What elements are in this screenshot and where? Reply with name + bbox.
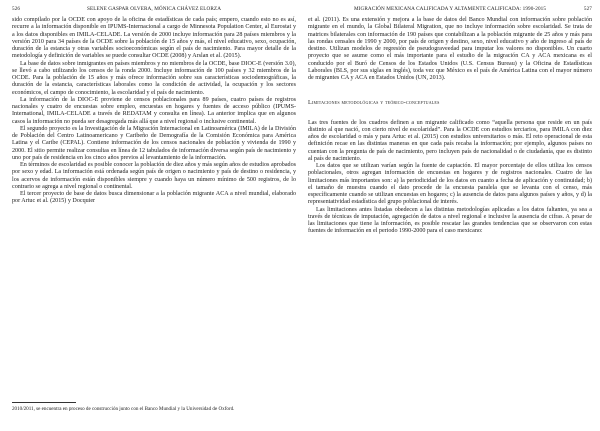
- right-page: [308, 0, 592, 431]
- right-running-head: [308, 6, 592, 14]
- left-running-head: [12, 6, 296, 14]
- paragraph: sido compilado por la OCDE con apoyo de la oficina de estadísticas de cada país; empero, cuando esto no es así, recurre a la información disponible en IPUMS-Internacional a cargo de Minnesota Population Center, al Eurostat y a los datos disponibles en IMILA-CELADE. La versión de 2000 incluye información para 28 países miembros y la versión 2010 para 34 países de la OCDE sobre la población de 15 años y más, el nivel educativo, sexo, ocupación, duración de la estancia y otras variables socioeconómicas según el país de nacimiento. Para mayor detalle de la metodología y definición de variables se puede consultar OCDE (2008) y Arslan et al. (2015).: [12, 17, 296, 60]
- paragraph: En términos de escolaridad es posible conocer la población de diez años y más según años de estudios aprobados por sexo y edad. La información está ordenada según país de origen o nacimiento y país de destino o residencia, y los acervos de información están disponibles siempre y cuando haya un número mínimo de 500 registros, de lo contrario se agrega a nivel regional o continental.: [12, 162, 296, 190]
- footnote: 2010/2011, se encuentra en proceso de construcción junto con el Banco Mundial y la Universidad de Oxford.: [12, 406, 235, 412]
- left-page: [12, 0, 296, 431]
- paragraph: La información de la DIOC-E proviene de censos poblacionales para 89 países, cuatro países de registros nacionales y cuatro de encuestas sobre empleo, encuestas en hogares y fuentes de acceso público (IPUMS-International, IMILA-CELADE a través de REDATAM y consulta en línea). La anterior implica que en algunos casos la información no pueda ser desagregada más allá que a nivel regional o inclusive continental.: [12, 96, 296, 125]
- paragraph: El segundo proyecto es la Investigación de la Migración Internacional en Latinoamérica (IMILA) de la División de Población del Centro Latinoamericano y Caribeño de Demografía de la Comisión Económica para América Latina y el Caribe (CEPAL). Contiene información de los censos nacionales de población y vivienda de 1990 y 2000. El sitio permite realizar consultas en línea de 12 tabulados de información diversa según país de nacimiento y uno por país de residencia en los cinco años previos al levantamiento de la información.: [12, 125, 296, 161]
- right-page-number: 527: [583, 6, 592, 12]
- right-running-title: MIGRACIÓN MEXICANA CALIFICADA Y ALTAMENTE CALIFICADA: 1990-2015: [353, 6, 547, 12]
- paragraph: et al. (2011). Es una extensión y mejora a la base de datos del Banco Mundial con información sobre población migrante en el mundo, la Global Bilateral Migration, que no incluye información sobre escolaridad. Se trata de matrices bilaterales con información de 190 países que contabilizan a la población migrante de 25 años y más para las rondas censales de 1990 y 2000, por país de origen y destino, sexo, nivel educativo y año de ingreso al país de destino. Utilizan modelos de regresión de pseudograveedad para imputar los valores no disponibles. Un cuarto proyecto que se asume como el más importante para el estudio de la migración CA y ACA mexicana es el conducido por el Buró de Censos de los Estados Unidos (U.S. Census Bureau) y la Oficina de Estadísticas Laborales (BLS, por sus siglas en inglés), toda vez que México es el país de América Latina con el mayor número de migrantes CA y ACA en Estados Unidos (UN, 2013).: [308, 17, 592, 81]
- paragraph: Los datos que se utilizan varían según la fuente de captación. El mayor porcentaje de ellos utiliza los censos poblacionales, otros agregan información de encuestas en hogares y de registros nacionales. Cuatro de las limitaciones más importantes son: a) la periodicidad de los datos en cuanto a fecha de aplicación y continuidad; b) el tamaño de muestra cuando el dato procede de la encuesta paralela que se levanta con el censo, más específicamente cuando se utilizan encuestas en hogares; c) la ausencia de datos para algunos países y años, y d) la representatividad estadística del grupo poblacional de interés.: [308, 163, 592, 206]
- paragraph: Las tres fuentes de los cuadros definen a un migrante calificado como “aquella persona que reside en un país distinto al que nació, con cierto nivel de escolaridad”. Para la OCDE con estudios terciarios, para IMILA con diez años de escolaridad o más y para Artuc et al. (2015) con estudios universitarios o más. El reto operacional de esta definición recae en las distintas maneras en que cada país recaba la información; por ejemplo, algunos países no cuentan con la pregunta de país de nacimiento, pero incluyen país de nacionalidad o de ciudadanía, que es distinto al país de nacimiento.: [308, 119, 592, 162]
- left-body-text: [12, 17, 296, 206]
- right-body-text: [308, 17, 592, 236]
- paragraph: La base de datos sobre inmigrantes en países miembros y no miembros de la OCDE, base DIOC-E (versión 3.0), se llevó a cabo utilizando los censos de la ronda 2000. Incluye información de 100 países y 32 miembros de la OCDE. Para la población de 15 años y más ofrece información sobre sus características sociodemográficas, la duración de la estancia, características laborales como la condición de actividad, la ocupación y los sectores económicos, el campo de conocimiento, la escolaridad y el país de nacimiento.: [12, 60, 296, 96]
- left-running-title: SELENE GASPAR OLVERA, MÓNICA CHÁVEZ ELORZA: [86, 6, 222, 12]
- paragraph: El tercer proyecto de base de datos busca dimensionar a la población migrante ACA a nivel mundial, elaborado por Artuc et al. (2015) y Docquier: [12, 191, 296, 205]
- section-heading: Limitaciones metodológicas y teórico-conceptuales: [308, 100, 440, 107]
- paragraph: Las limitaciones antes listadas obedecen a las distintas metodologías aplicadas a los datos faltantes, ya sea a través de técnicas de imputación, agregación de datos a nivel regional e inclusive la ausencia de cifras. A pesar de las limitaciones que tiene la información, es posible rescatar las grandes tendencias que se observaron con estas fuentes de información en el periodo 1990-2000 para el caso mexicano:: [308, 206, 592, 235]
- footnote-divider: [12, 402, 76, 403]
- left-page-number: 526: [12, 6, 21, 12]
